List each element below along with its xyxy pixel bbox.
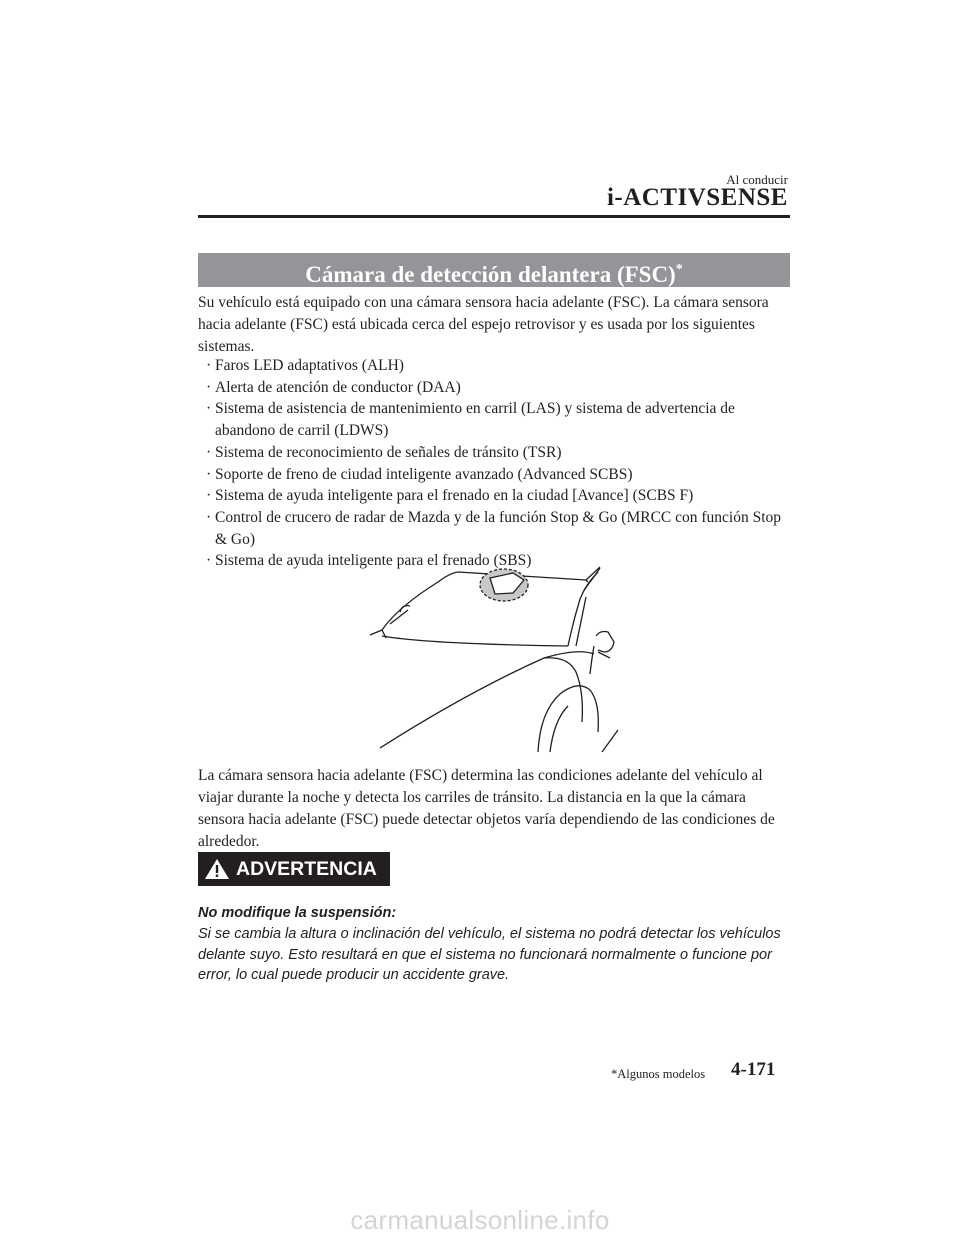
page-number: 4-171 (731, 1059, 776, 1080)
system-list-item (198, 464, 790, 486)
system-list-item-text: Sistema de asistencia de mantenimiento en carril (LAS) y sistema de advertencia de abandono de carril (LDWS) (215, 400, 735, 440)
camera-highlight (480, 569, 528, 601)
system-list-item-text: Alerta de atención de conductor (DAA) (215, 378, 461, 396)
system-list-item (198, 442, 790, 464)
warning-body: Si se cambia la altura o inclinación del vehículo, el sistema no podrá detectar los vehículos delante suyo. Esto resultará en que el sistema no funcionará normalmente o funcione por error, lo cual puede producir un accidente grave. (198, 926, 781, 983)
bullet-marker: · (206, 357, 212, 374)
warning-label: ADVERTENCIA (236, 857, 377, 880)
warning-triangle-icon (204, 857, 230, 881)
bullet-marker: · (206, 378, 212, 396)
footnote: *Algunos modelos (611, 1067, 706, 1081)
bullet-marker: · (206, 443, 212, 461)
page-heading (198, 253, 790, 287)
chapter-label: Al conducir (726, 172, 788, 187)
system-list-item (198, 377, 790, 399)
system-list-item (198, 355, 790, 377)
windshield-camera-illustration (368, 562, 630, 754)
warning-heading: No modifique la suspensión: (198, 905, 397, 921)
header-rule (198, 215, 790, 218)
heading-title: Cámara de detección delantera (FSC) (305, 262, 676, 287)
system-list-item (198, 485, 790, 507)
heading-asterisk: * (675, 262, 683, 277)
bullet-marker: · (206, 508, 212, 526)
watermark: carmanualsonline.info (350, 1205, 610, 1235)
warning-banner (198, 852, 390, 886)
intro-paragraph: Su vehículo está equipado con una cámara sensora hacia adelante (FSC). La cámara sensora hacia adelante (FSC) está ubicada cerca del espejo retrovisor y es usada por los siguientes sistemas. (198, 294, 769, 355)
system-list-item-text: Soporte de freno de ciudad inteligente avanzado (Advanced SCBS) (215, 465, 633, 483)
systems-list (198, 355, 790, 572)
system-list-item-text: Faros LED adaptativos (ALH) (215, 357, 404, 374)
system-list-item-text: Control de crucero de radar de Mazda y de la función Stop & Go (MRCC con función Stop & Go) (215, 508, 782, 548)
system-list-item (198, 398, 790, 441)
description-paragraph: La cámara sensora hacia adelante (FSC) determina las condiciones adelante del vehículo al viajar durante la noche y detecta los carriles de tránsito. La distancia en la que la cámara sensora hacia adelante (FSC) puede detectar objetos varía dependiendo de las condiciones de alrededor. (198, 767, 775, 850)
system-list-item-text: Sistema de reconocimiento de señales de tránsito (TSR) (215, 443, 562, 461)
section-title: i-ACTIVSENSE (606, 184, 788, 211)
bullet-marker: · (206, 400, 212, 418)
system-list-item-text: Sistema de ayuda inteligente para el frenado (SBS) (215, 552, 532, 570)
bullet-marker: · (206, 552, 212, 570)
bullet-marker: · (206, 465, 212, 483)
system-list-item (198, 507, 790, 550)
system-list-item-text: Sistema de ayuda inteligente para el frenado en la ciudad [Avance] (SCBS F) (215, 487, 694, 505)
bullet-marker: · (206, 487, 212, 505)
